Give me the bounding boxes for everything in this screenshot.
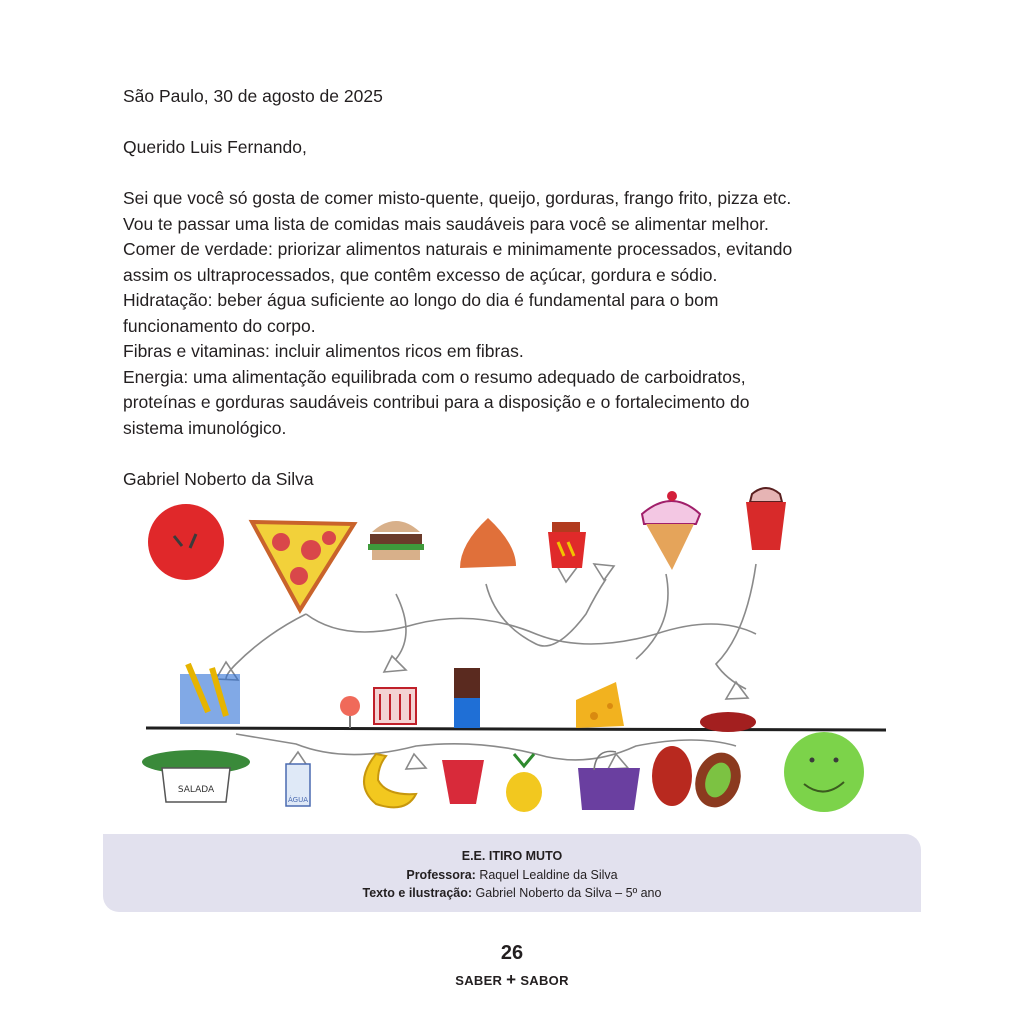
author-label: Texto e ilustração: [362,886,473,900]
letter-line: Fibras e vitaminas: incluir alimentos ricos em fibras. [123,341,524,361]
teacher-credit [103,866,921,885]
letter-line: Vou te passar uma lista de comidas mais saudáveis para você se alimentar melhor. [123,213,769,234]
water-label: ÁGUA [287,796,309,804]
brand-right: SABOR [520,973,569,988]
salad-label: SALADA [177,785,215,795]
red-blob-icon [148,504,224,580]
kiwi-icon [688,746,748,814]
letter-date: São Paulo, 30 de agosto de 2025 [123,86,383,106]
letter-line: proteínas e gorduras saudáveis contribui para a disposição e o fortalecimento do [123,392,750,412]
credits-box [103,834,921,912]
brand-footer [0,970,1024,990]
cake-icon [374,688,416,724]
salad-bowl-icon [142,750,250,802]
papaya-icon [652,746,692,806]
fries-icon [548,522,586,568]
letter-line: Sei que você só gosta de comer misto-quente, queijo, gorduras, frango frito, pizza etc. [123,188,792,208]
chocolate-bar-icon [454,668,480,728]
letter-greeting: Querido Luis Fernando, [123,137,307,157]
burger-icon [368,521,424,560]
letter-signature: Gabriel Noberto da Silva [123,468,314,489]
brand-plus: + [506,970,517,989]
author-name: Gabriel Noberto da Silva – 5º ano [475,886,662,900]
letter [123,84,903,492]
letter-line: Hidratação: beber água suficiente ao longo do dia é fundamental para o bom [123,290,719,310]
water-glass-icon [286,764,310,806]
cheese-icon [576,682,624,728]
letter-line: Comer de verdade: priorizar alimentos naturais e minimamente processados, evitando [123,239,793,259]
food-drawing [116,484,902,834]
teacher-name: Raquel Lealdine da Silva [479,867,618,882]
lollipop-icon [340,696,360,728]
teacher-label: Professora: [406,867,476,882]
letter-line: sistema imunológico. [123,417,287,438]
letter-line: Energia: uma alimentação equilibrada com o resumo adequado de carboidratos, [123,366,746,387]
coxinha-icon [460,518,516,568]
apple-face-icon [784,732,864,812]
school-name: E.E. ITIRO MUTO [461,849,563,863]
brand-left: SABER [455,973,503,988]
popcorn-bag-icon [180,664,240,724]
letter-line: funcionamento do corpo. [123,315,316,336]
drink-cup-icon [746,488,786,550]
banana-icon [364,754,416,807]
pineapple-icon [506,754,542,812]
strawberry-icon [442,760,484,804]
ice-cream-icon [642,491,700,570]
table-line [146,728,886,730]
letter-line: assim os ultraprocessados, que contêm excesso de açúcar, gordura e sódio. [123,264,718,285]
page-number: 26 [500,942,524,964]
author-credit [103,884,921,903]
pizza-icon [252,522,354,610]
sausage-icon [700,712,756,732]
